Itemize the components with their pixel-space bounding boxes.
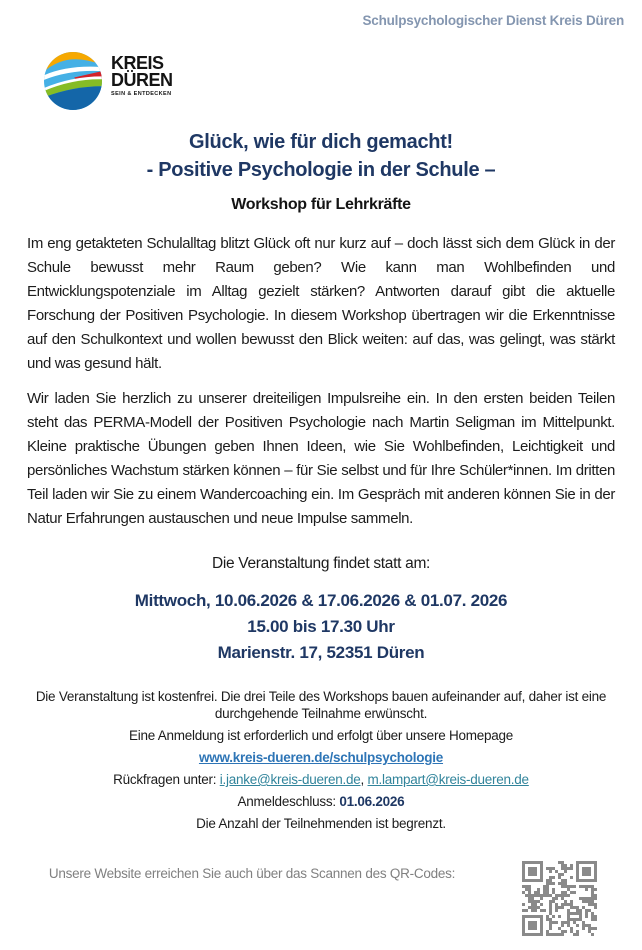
event-time: 15.00 bis 17.30 Uhr: [247, 617, 395, 636]
event-intro: Die Veranstaltung findet statt am:: [211, 555, 431, 572]
logo-line-dueren: DÜREN: [111, 70, 173, 90]
event-details: [27, 588, 615, 666]
qr-code: [522, 861, 597, 936]
questions-label: Rückfragen unter:: [113, 772, 220, 787]
email-link-janke[interactable]: i.janke@kreis-dueren.de: [219, 772, 361, 787]
website-link[interactable]: www.kreis-dueren.de/schulpsychologie: [198, 750, 444, 765]
logo-line-kreis: KREIS: [111, 53, 164, 73]
description-paragraph: Wir laden Sie herzlich zu unserer dreiteiligen Impulsreihe ein. In den ersten beiden Teilen steht das PERMA-Modell der Positiven Psychologie nach Martin Seligman im Mittelpunkt. Kleine praktische Übungen geben Ihnen Ideen, wie Sie Wohlbefinden, Leichtigkeit und persönliches Wachstum stärken können – für Sie selbst und für Ihre Schüler*innen. Im dritten Teil laden wir Sie zu einem Wandercoaching ein. Im Gespräch mit anderen können Sie in der Natur Erfahrungen austauschen und neue Impulse sammeln.: [27, 390, 615, 527]
kreis-dueren-logo: [44, 52, 173, 115]
deadline-line: [27, 793, 615, 810]
event-location: Marienstr. 17, 52351 Düren: [217, 643, 425, 662]
email-link-lampart[interactable]: m.lampart@kreis-dueren.de: [367, 772, 529, 787]
signup-note: Eine Anmeldung ist erforderlich und erfolgt über unsere Homepage: [129, 728, 513, 743]
limited-seats-note: Die Anzahl der Teilnehmenden ist begrenzt.: [196, 816, 446, 831]
logo-wordmark: [111, 55, 173, 97]
deadline-label: Anmeldeschluss:: [237, 794, 340, 809]
flyer-content: [27, 128, 615, 832]
flyer-title-line2: - Positive Psychologie in der Schule –: [146, 159, 496, 181]
kreis-dueren-globe-icon: [44, 52, 102, 115]
event-dates: Mittwoch, 10.06.2026 & 17.06.2026 & 01.07. 2026: [134, 591, 508, 610]
flyer-title-line1: Glück, wie für dich gemacht!: [189, 131, 453, 153]
questions-line: [27, 771, 615, 788]
logo-tagline: SEIN & ENTDECKEN: [111, 91, 172, 97]
deadline-date: 01.06.2026: [339, 794, 405, 809]
registration-notes: [27, 688, 615, 832]
website-line: [27, 749, 615, 766]
free-participation-note: Die Veranstaltung ist kostenfrei. Die drei Teile des Workshops bauen aufeinander auf, daher ist eine durchgehende Teilnahme erwünscht.: [35, 689, 607, 721]
intro-paragraph: Im eng getakteten Schulalltag blitzt Glück oft nur kurz auf – doch lässt sich dem Glück in der Schule bewusst mehr Raum geben? Wie kann man Wohlbefinden und Entwicklungspotenziale im Alltag gezielt stärken? Antworten darauf gibt die aktuelle Forschung der Positiven Psychologie. In diesem Workshop übertragen wir die Erkenntnisse auf den Schulkontext und wollen bewusst den Blick weiten: auf das, was gelingt, was stärkt und was gesund hält.: [27, 235, 615, 372]
email-separator: ,: [360, 772, 368, 787]
qr-hint-text: Unsere Website erreichen Sie auch über das Scannen des QR-Codes:: [48, 866, 456, 881]
flyer-subtitle: Workshop für Lehrkräfte: [231, 196, 411, 213]
org-name: Schulpsychologischer Dienst Kreis Düren: [362, 13, 624, 28]
